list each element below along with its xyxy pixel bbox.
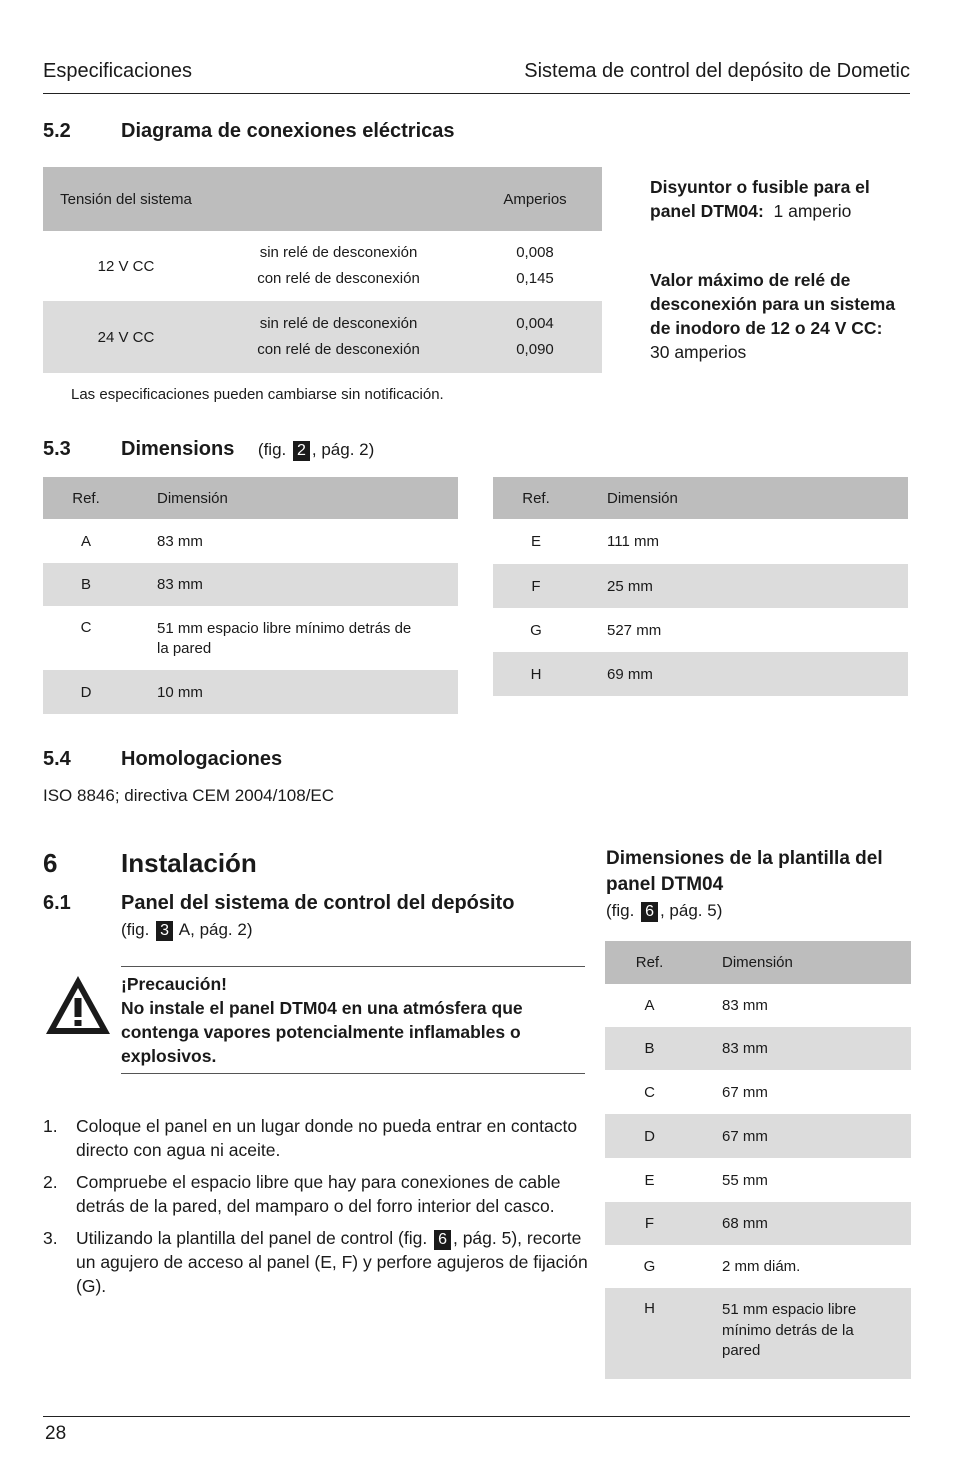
header-section: Especificaciones [43,60,192,82]
header-rule [43,93,910,94]
caution-top-rule [121,966,585,967]
page-number: 28 [45,1423,67,1444]
table-row: E 111 mm [530,533,659,550]
table-row: C 51 mm espacio libre mínimo detrás de la pared [80,619,412,657]
table-row: B 83 mm [605,1027,911,1070]
table-row: H 51 mm espacio libre mínimo detrás de la pared [605,1288,911,1379]
table-row: C 67 mm [644,1083,768,1101]
caution-title: ¡Precaución! [121,974,227,994]
chapter-6-number: 6 [43,848,58,878]
figure-ref-badge: 3 [156,921,173,941]
section-5-2-number: 5.2 [43,120,71,142]
section-6-1-title: Panel del sistema de control del depósito [121,892,515,914]
template-dimensions-table: Ref. Dimensión A 83 mm B 83 mm C 67 mm D 67 mm E 55 mm F 68 mm G 2 mm diám. H 51 mm espacio libre mínimo detrás de la pared [605,941,911,1379]
template-title: Dimensiones de la plantilla del panel DTM04 [606,848,883,895]
header-document-title: Sistema de control del depósito de Dometic [524,60,910,82]
spec-change-note: Las especificaciones pueden cambiarse sin notificación. [71,386,444,403]
figure-ref-badge: 6 [641,902,658,922]
figure-ref-badge: 6 [434,1230,451,1250]
table-row: E 55 mm [644,1171,768,1189]
section-5-4-title: Homologaciones [121,748,283,770]
list-item: 3. Utilizando la plantilla del panel de control (fig. 6 , pág. 5), recorte un agujero de acceso al panel (E, F) y perfore agujeros de fijación (G). [43,1228,588,1296]
section-5-4-number: 5.4 [43,748,71,770]
table-row: G 2 mm diám. [643,1258,801,1275]
relay-spec: Valor máximo de relé de desconexión para un sistema de inodoro de 12 o 24 V CC: 30 amperios [650,270,896,362]
table-row: F 68 mm [605,1202,911,1245]
electrical-table [43,167,602,373]
section-5-3-number: 5.3 [43,438,71,460]
caution-text: No instale el panel DTM04 en una atmósfera que contenga vapores potencialmente inflamables o explosivos. [121,998,523,1066]
table-row: 24 V CC sin relé de desconexión con relé de desconexión 0,004 0,090 [43,301,602,373]
table-row: A 83 mm [80,532,203,550]
chapter-6-title: Instalación [121,848,257,878]
caution-message [121,972,581,1068]
installation-steps [43,1114,593,1306]
table-row: D 67 mm [605,1114,911,1158]
table-row: G 527 mm [530,621,662,639]
caution-bottom-rule [121,1073,585,1074]
table-row: A 83 mm [644,997,768,1014]
footer-rule [43,1416,910,1417]
approvals-text: ISO 8846; directiva CEM 2004/108/EC [43,786,335,805]
list-item: 1. Coloque el panel en un lugar donde no pueda entrar en contacto directo con agua ni aceite. [43,1116,578,1160]
warning-triangle-icon [43,972,113,1038]
table-row: F 25 mm [493,564,908,608]
list-item: 2. Compruebe el espacio libre que hay para conexiones de cable detrás de la pared, del mamparo o del forro interior del casco. [43,1172,561,1216]
col-header-voltage: Tensión del sistema [60,190,192,208]
table-row: H 69 mm [493,652,908,696]
col-header-amps: Amperios [503,190,567,208]
section-6-1-figref: (fig. 3 A, pág. 2) [121,920,253,939]
figure-ref-badge: 2 [293,441,310,461]
template-figref: (fig. 6 , pág. 5) [606,901,723,920]
fuse-spec: Disyuntor o fusible para el panel DTM04: 1 amperio [650,177,870,221]
dimensions-table-right: Ref. Dimensión E 111 mm F 25 mm G 527 mm H 69 mm [493,477,908,696]
section-6-1-number: 6.1 [43,892,71,914]
table-row: D 10 mm [43,670,458,714]
table-row: B 83 mm [43,563,458,606]
dimensions-table-left: Ref. Dimensión A 83 mm B 83 mm C 51 mm espacio libre mínimo detrás de la pared D 10 mm [43,477,458,714]
section-5-2-title: Diagrama de conexiones eléctricas [121,120,455,142]
section-5-3-title: Dimensions [121,438,235,460]
section-5-3-heading: Dimensions (fig. 2 , pág. 2) [121,438,375,460]
table-row: 12 V CC sin relé de desconexión con relé de desconexión 0,008 0,145 [97,244,554,287]
